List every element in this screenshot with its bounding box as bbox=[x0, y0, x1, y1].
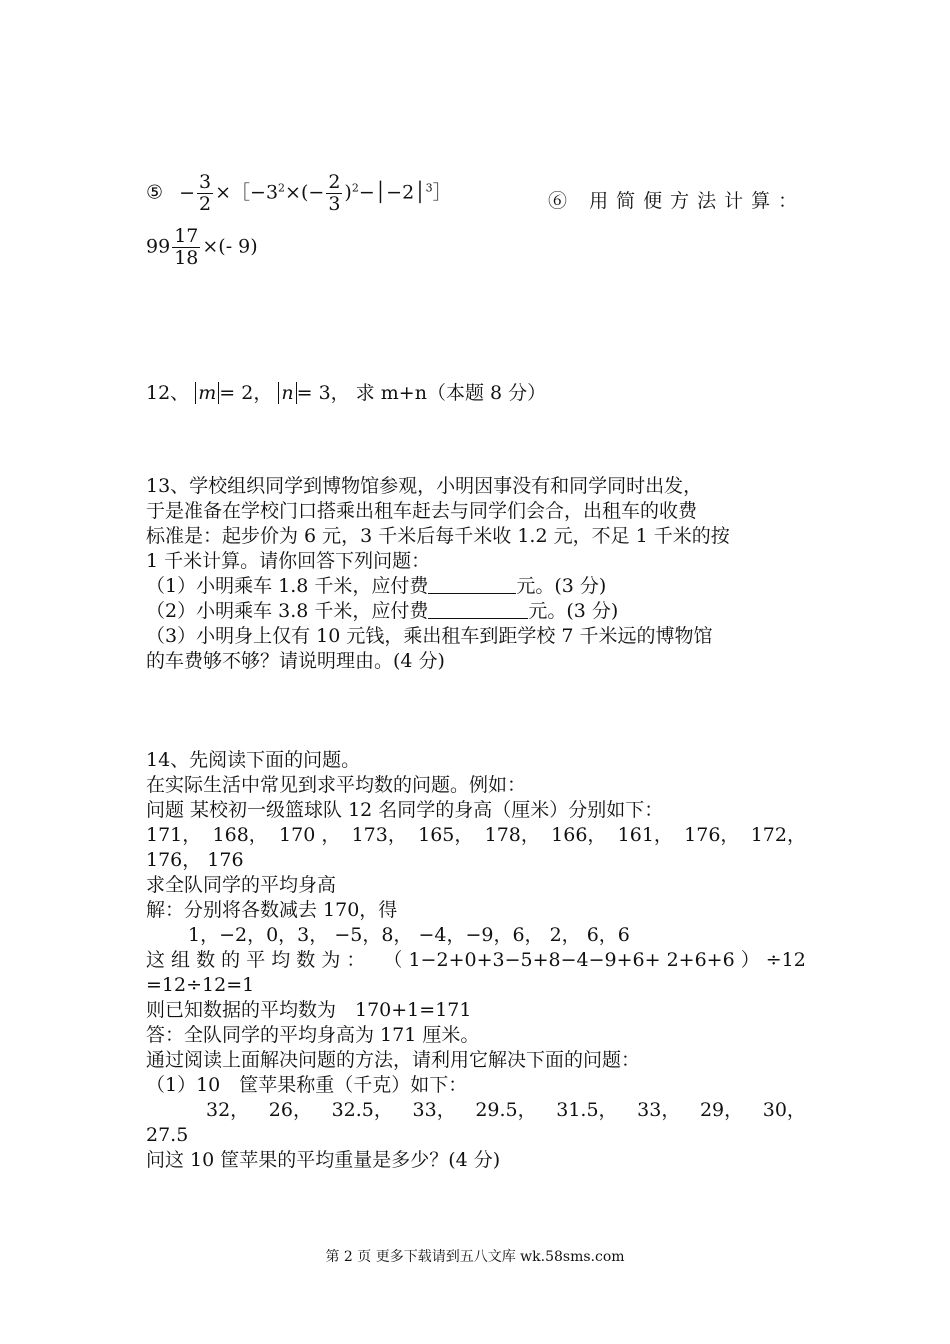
answer-blank-1[interactable] bbox=[428, 575, 516, 594]
q13-sub-3-line: （3）小明身上仅有 10 元钱，乘出租车到距学校 7 千米远的博物馆 bbox=[146, 625, 713, 647]
q6-fraction: $\frac{17}{18}$ bbox=[174, 225, 199, 269]
q14-line: 求全队同学的平均身高 bbox=[146, 874, 337, 896]
q6-text: 用简便方法计算： bbox=[589, 190, 806, 212]
abs-m: m bbox=[195, 382, 219, 404]
q14-line: 176， 176 bbox=[146, 849, 244, 871]
q13-line: 13、学校组织同学到博物馆参观，小明因事没有和同学同时出发， bbox=[146, 475, 703, 497]
q14-line: 通过阅读上面解决问题的方法，请利用它解决下面的问题： bbox=[146, 1049, 641, 1071]
q14-line: 问题 某校初一级篮球队 12 名同学的身高（厘米）分别如下： bbox=[146, 799, 664, 821]
question-6-expression: 99 $\frac{17}{18}$ ×(- 9) bbox=[146, 225, 258, 269]
answer-blank-2[interactable] bbox=[428, 600, 528, 619]
q14-line: 答：全队同学的平均身高为 171 厘米。 bbox=[146, 1024, 480, 1046]
abs-n: n bbox=[278, 382, 296, 404]
q13-sub-3-line: 的车费够不够？请说明理由。(4 分) bbox=[146, 650, 445, 672]
q5-fraction-1: $\frac{3}{2}$ bbox=[199, 171, 212, 215]
page-footer: 第 2 页 更多下载请到五八文库 wk.58sms.com bbox=[325, 1249, 625, 1265]
q14-line: 27.5 bbox=[146, 1124, 189, 1146]
question-13 bbox=[146, 474, 730, 674]
q14-line: 解：分别将各数减去 170，得 bbox=[146, 899, 398, 921]
question-5: ⑤ − $\frac{3}{2}$ $\times[-3^2\times(-$ $\frac{2}{3}$ )$^2$−│−2│$^3$］ bbox=[146, 171, 452, 215]
q13-line: 标准是：起步价为 6 元，3 千米后每千米收 1.2 元，不足 1 千米的按 bbox=[146, 525, 730, 547]
average-computation: 这 组 数 的 平 均 数 为 ： （ 1−2+0+3−5+8−4−9+6+ 2+6+6 ） ÷12 bbox=[146, 949, 806, 971]
question-6-header bbox=[548, 186, 805, 213]
q14-line: =12÷12=1 bbox=[146, 974, 255, 996]
q13-sub-1: （1）小明乘车 1.8 千米，应付费 元。(3 分) bbox=[146, 575, 607, 597]
q14-line: 14、先阅读下面的问题。 bbox=[146, 749, 361, 771]
heights-row: 171， 168， 170 ， 173， 165， 178， 166， 161， 176， 172， bbox=[146, 824, 806, 846]
q13-sub-2: （2）小明乘车 3.8 千米，应付费 元。(3 分) bbox=[146, 600, 619, 622]
q13-line: 于是准备在学校门口搭乘出租车赶去与同学们会合，出租车的收费 bbox=[146, 500, 698, 522]
question-12: 12、 m = 2， n = 3， 求 m+n（本题 8 分） bbox=[146, 382, 547, 404]
weights-row: 32， 26， 32.5， 33， 29.5， 31.5， 33， 29， 30， bbox=[206, 1099, 806, 1121]
q5-fraction-2: $\frac{2}{3}$ bbox=[328, 171, 341, 215]
q13-line: 1 千米计算。请你回答下列问题： bbox=[146, 550, 431, 572]
q14-line: 则已知数据的平均数为 170+1=171 bbox=[146, 999, 472, 1021]
q14-differences: 1，−2，0，3， −5，8， −4，−9，6， 2， 6，6 bbox=[188, 924, 630, 946]
q5-label: ⑤ bbox=[146, 181, 164, 204]
q14-line: 在实际生活中常见到求平均数的问题。例如： bbox=[146, 774, 527, 796]
question-14 bbox=[146, 748, 806, 1173]
q6-label: ⑥ bbox=[548, 190, 576, 212]
q14-line: 问这 10 筐苹果的平均重量是多少？(4 分) bbox=[146, 1149, 501, 1171]
q14-line: （1）10 筐苹果称重（千克）如下： bbox=[146, 1074, 468, 1096]
